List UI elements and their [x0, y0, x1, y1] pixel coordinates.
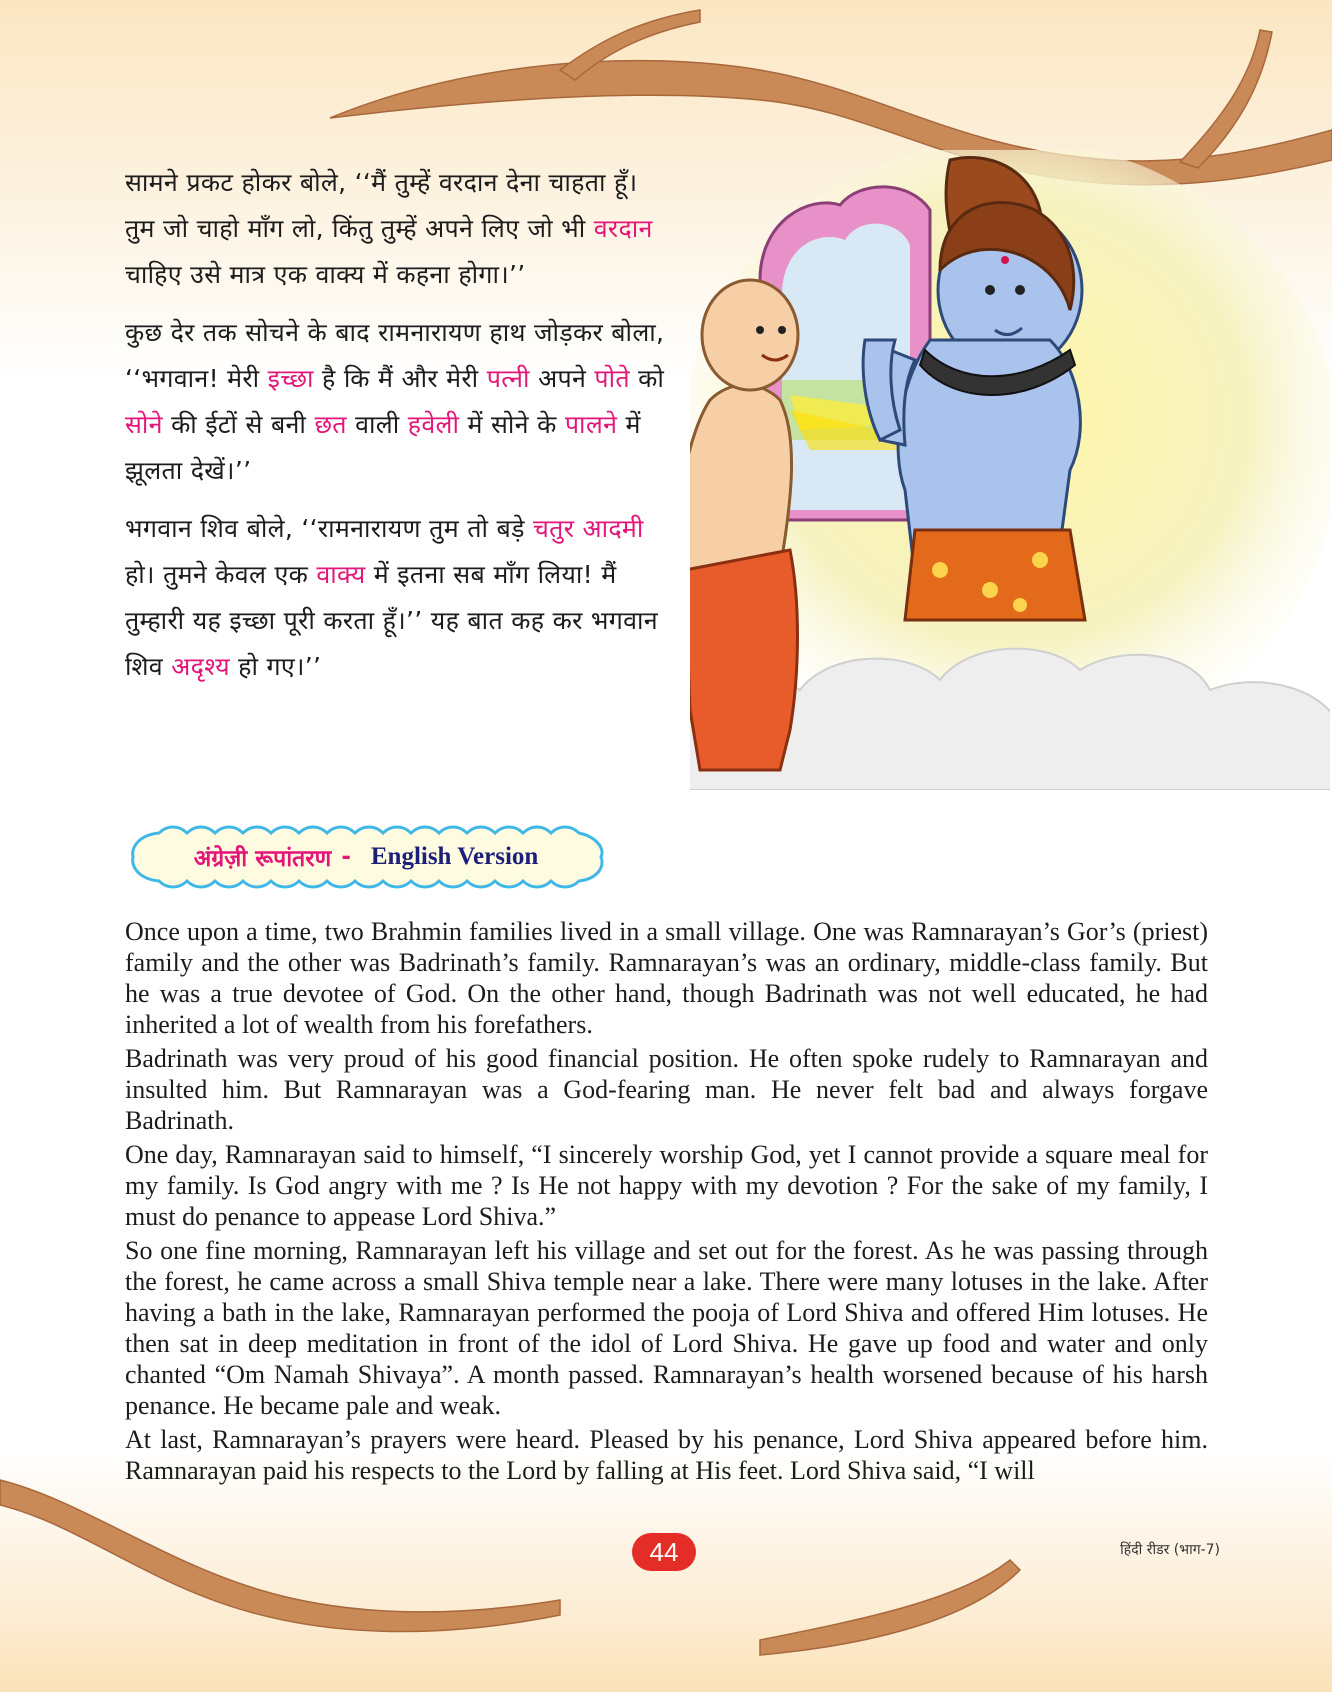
hindi-story [125, 160, 675, 702]
text-segment: है कि मैं और मेरी [313, 364, 487, 393]
text-segment: को [629, 364, 665, 393]
shiva-illustration [690, 150, 1330, 790]
section-header-badge [127, 825, 605, 889]
text-segment: हो। तुमने केवल एक [125, 560, 317, 589]
highlighted-word: चतुर आदमी [533, 514, 644, 543]
highlighted-word: वाक्य [316, 560, 366, 589]
text-segment: वाली [346, 410, 408, 439]
highlighted-word: छत [314, 410, 347, 439]
text-segment: में सोने के [459, 410, 565, 439]
text-segment: चाहिए उसे मात्र एक वाक्य में कहना होगा।’’ [125, 260, 526, 289]
highlighted-word: हवेली [407, 410, 460, 439]
highlighted-word: अदृश्य [171, 652, 230, 681]
badge-label [127, 825, 605, 889]
text-segment: की ईटों से बनी [162, 410, 315, 439]
hindi-paragraph [125, 506, 675, 690]
bottom-branch-right [760, 1560, 1020, 1655]
hindi-paragraph [125, 160, 675, 298]
text-segment: सामने प्रकट होकर बोले, ‘‘मैं तुम्हें वरदान देना चाहता हूँ। तुम जो चाहो माँग लो, किंतु तुम्हें अपने लिए जो भी [125, 168, 638, 243]
badge-english-title: English Version [370, 843, 539, 870]
english-paragraph: Badrinath was very proud of his good financial position. He often spoke rudely to Ramnarayan and insulted him. But Ramnarayan was a God-fearing man. He never felt bad and always forgave Badrinath. [125, 1044, 1208, 1135]
english-story [125, 916, 1208, 1489]
english-paragraph: At last, Ramnarayan’s prayers were heard. Pleased by his penance, Lord Shiva appeared before him. Ramnarayan paid his respects to the Lord by falling at His feet. Lord Shiva said, “I will [125, 1425, 1208, 1485]
top-branch-twig2 [1180, 30, 1272, 168]
text-segment: हो गए।’’ [229, 652, 322, 681]
page-number: 44 [632, 1533, 696, 1571]
highlighted-word: इच्छा [267, 364, 314, 393]
text-segment: भगवान शिव बोले, ‘‘रामनारायण तुम तो बड़े [125, 514, 533, 543]
text-segment: में इतना सब माँग लिया! मैं तुम्हारी यह इच्छा पूरी करता हूँ।’’ यह बात कह कर भगवान शिव [125, 560, 658, 681]
highlighted-word: पत्नी [486, 364, 530, 393]
english-paragraph: So one fine morning, Ramnarayan left his village and set out for the forest. As he was passing through the forest, he came across a small Shiva temple near a lake. There were many lotuses in the lake. After having a bath in the lake, Ramnarayan performed the pooja of Lord Shiva and offered Him lotuses. He then sat in deep meditation in front of the idol of Lord Shiva. He gave up food and water and only chanted “Om Namah Shivaya”. A month passed. Ramnarayan’s health worsened because of his harsh penance. He became pale and weak. [125, 1236, 1208, 1420]
highlighted-word: सोने [125, 410, 163, 439]
english-paragraph: Once upon a time, two Brahmin families lived in a small village. One was Ramnarayan’s Gor’s (priest) family and the other was Badrinath’s family. Ramnarayan’s was an ordinary, middle-class family. But he was a true devotee of God. On the other hand, though Badrinath was not well educated, he had inherited a lot of wealth from his forefathers. [125, 917, 1208, 1039]
hindi-paragraph [125, 310, 675, 494]
book-title: हिंदी रीडर (भाग-7) [1120, 1542, 1220, 1558]
brahmin-figure [690, 280, 798, 770]
bottom-branch [0, 1480, 560, 1632]
badge-hindi-title: अंग्रेज़ी रूपांतरण [193, 846, 332, 872]
highlighted-word: पालने [564, 410, 618, 439]
text-segment: में झूलता देखें।’’ [125, 410, 641, 485]
english-paragraph: One day, Ramnarayan said to himself, “I sincerely worship God, yet I cannot provide a square meal for my family. Is God angry with me ? Is He not happy with my devotion ? For the sake of my family, I must do penance to appease Lord Shiva.” [125, 1140, 1208, 1231]
highlighted-word: वरदान [593, 214, 653, 243]
highlighted-word: पोते [594, 364, 630, 393]
text-segment: अपने [529, 364, 595, 393]
badge-separator: - [341, 844, 351, 870]
text-segment: कुछ देर तक सोचने के बाद रामनारायण हाथ जोड़कर बोला, ‘‘भगवान! मेरी [125, 318, 665, 393]
